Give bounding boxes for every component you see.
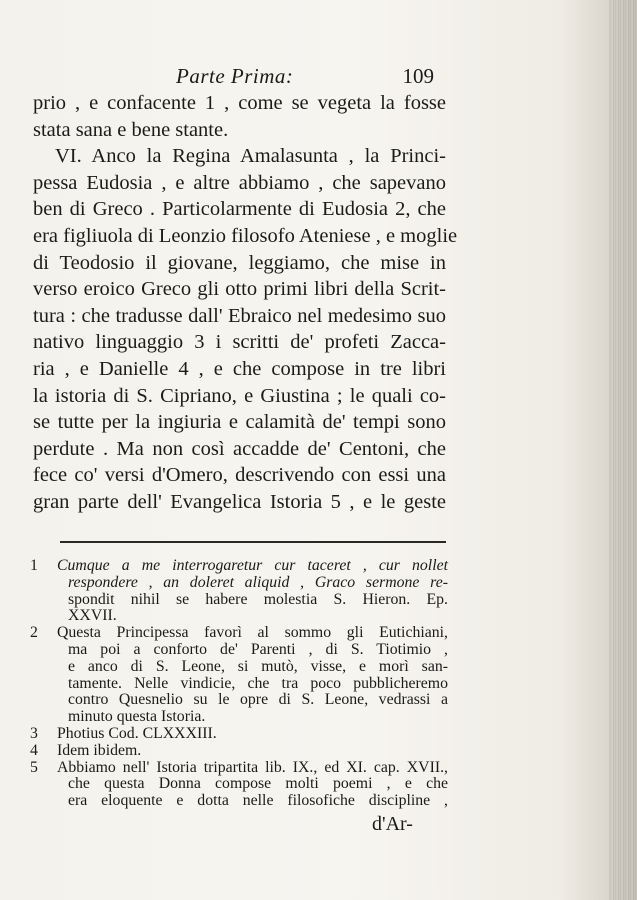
footnote-line: spondit nihil se habere molestia S. Hieron. Ep. xyxy=(68,590,448,608)
footnote-marker: 1 xyxy=(30,557,38,574)
footnote-divider xyxy=(60,541,446,543)
text-line: se tutte per la ingiuria e calamità de' tempi sono xyxy=(33,411,446,434)
running-head: Parte Prima: xyxy=(176,64,294,88)
text-line: pessa Eudosia , e altre abbiamo , che sapevano xyxy=(33,171,446,194)
footnote-line: Abbiamo nell' Istoria tripartita lib. IX., ed XI. cap. XVII., xyxy=(57,758,448,776)
text-line: fece co' versi d'Omero, descrivendo con essi una xyxy=(33,464,446,487)
footnote-line: Idem ibidem. xyxy=(57,741,142,759)
text-line: VI. Anco la Regina Amalasunta , la Princi- xyxy=(55,145,446,168)
footnote-line: che questa Donna compose molti poemi , e che xyxy=(68,775,448,793)
footnote xyxy=(30,558,448,625)
footnote-line: XXVII. xyxy=(68,607,117,625)
footnote-line: Photius Cod. CLXXXIII. xyxy=(57,724,217,742)
text-line: tura : che tradusse dall' Ebraico nel medesimo suo xyxy=(33,304,446,327)
footnote-line: Cumque a me interrogaretur cur taceret , cur nollet xyxy=(57,557,448,574)
footnote-marker: 3 xyxy=(30,724,38,742)
text-line: nativo linguaggio 3 i scritti de' profeti Zacca- xyxy=(33,331,446,354)
footnote-marker: 5 xyxy=(30,758,38,776)
footnote-line: respondere , an doleret aliquid , Graco sermone re- xyxy=(68,573,448,591)
text-line: era figliuola di Leonzio filosofo Ateniese , e moglie xyxy=(33,224,458,247)
main-text xyxy=(33,90,458,516)
page-header xyxy=(176,64,434,92)
footnote xyxy=(30,760,448,810)
footnote-line: ma poi a conforto de' Parenti , di S. Tiotimio , xyxy=(68,640,448,658)
footnote-line: contro Quesnelio su le opre di S. Leone, vedrassi a xyxy=(68,691,448,709)
footnote-marker: 2 xyxy=(30,624,38,642)
footnote-line: e anco di S. Leone, si mutò, visse, e morì san- xyxy=(68,657,448,675)
text-line: gran parte dell' Evangelica Istoria 5 , e le geste xyxy=(33,490,446,513)
text-line: stata sana e bene stante. xyxy=(33,118,229,141)
catchword: d'Ar- xyxy=(372,813,413,835)
footnotes xyxy=(30,558,448,810)
text-line: di Teodosio il giovane, leggiamo, che mise in xyxy=(33,251,446,274)
footnote-line: era eloquente e dotta nelle filosofiche discipline , xyxy=(68,792,448,810)
footnote xyxy=(30,726,448,743)
text-line: la istoria di S. Cipriano, e Giustina ; le quali co- xyxy=(33,384,446,407)
text-line: verso eroico Greco gli otto primi libri della Scrit- xyxy=(33,278,446,301)
footnote-line: tamente. Nelle vindicie, che tra poco pubblicheremo xyxy=(68,674,448,692)
text-line: ria , e Danielle 4 , e che compose in tre libri xyxy=(33,357,446,380)
footnote-line: Questa Principessa favorì al sommo gli Eutichiani, xyxy=(57,624,448,642)
text-line: ben di Greco . Particolarmente di Eudosia 2, che xyxy=(33,198,446,221)
footnote xyxy=(30,625,448,726)
page-number: 109 xyxy=(402,64,434,88)
page-edge-shadow xyxy=(609,0,637,900)
footnote-marker: 4 xyxy=(30,741,38,759)
text-line: prio , e confacente 1 , come se vegeta la fosse xyxy=(33,92,446,114)
footnote-line: minuto questa Istoria. xyxy=(68,708,206,726)
footnote xyxy=(30,743,448,760)
text-line: perdute . Ma non così accadde de' Centoni, che xyxy=(33,437,446,460)
